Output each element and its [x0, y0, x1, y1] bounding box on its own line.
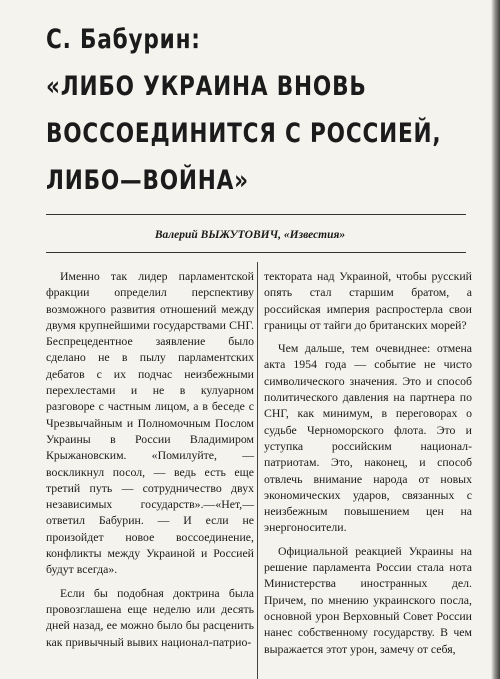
paragraph: Чем дальше, тем очевиднее: отмена акта 1954 года — событие не чисто символического значения. Это и способ политического давления на партнера по СНГ, как минимум, в переговорах о судьбе Черноморского флота. Это и уступка российским национал-патриотам. Это, наконец, и способ отвлечь внимание народа от новых экономических ударов, связанных с неизбежным повышением цен на энергоносители.: [264, 341, 472, 535]
headline-author-line: С. Бабурин:: [46, 24, 201, 55]
article-column-right: [264, 268, 472, 657]
column-divider: [257, 262, 258, 679]
bottom-rule: [46, 252, 466, 253]
page-edge-shadow: [491, 0, 500, 679]
headline: [46, 16, 442, 204]
byline: Валерий ВЫЖУТОВИЧ, «Известия»: [154, 229, 346, 241]
paragraph: Именно так лидер парламентской фракции определил перспективу возможного развития отношений между двумя крупнейшими государствами СНГ. Беспрецедентное заявление было сделано не в пылу парламентских дебатов с их подчас неизбежными перехлестами и не в кулуарном разговоре с частным лицом, а в беседе с Чрезвычайным и Полномочным Послом Украины в России Владимиром Крыжановским. «Помилуйте, — воскликнул посол, — ведь есть еще третий путь — сотрудничество двух независимых государств».—«Нет,—ответил Бабурин. — И если не произойдет новое воссоединение, конфликты между Украиной и Россией будут всегда».: [46, 269, 254, 577]
headline-quote-line-1: «ЛИБО УКРАИНА ВНОВЬ: [46, 71, 367, 102]
paragraph: Если бы подобная доктрина была провозглашена еще неделю или десять дней назад, ее можно было бы расценить как привычный вывих национал-патрио-: [46, 585, 254, 649]
headline-quote-line-2: ВОССОЕДИНИТСЯ С РОССИЕЙ,: [46, 118, 442, 149]
article-column-left: [46, 268, 254, 650]
paragraph: Официальной реакцией Украины на решение парламента России стала нота Министерства иностранных дел. Причем, по мнению украинского посла, основной урон Верховный Совет России нанес собственному государству. В чем выражается этот урон, замечу от себя,: [264, 543, 472, 656]
top-rule: [46, 214, 466, 215]
paragraph: тектората над Украиной, чтобы русский опять стал старшим братом, а российская империя распростерла свои границы от тайги до британских морей?: [264, 269, 472, 332]
headline-quote-line-3: ЛИБО—ВОЙНА»: [46, 165, 249, 196]
